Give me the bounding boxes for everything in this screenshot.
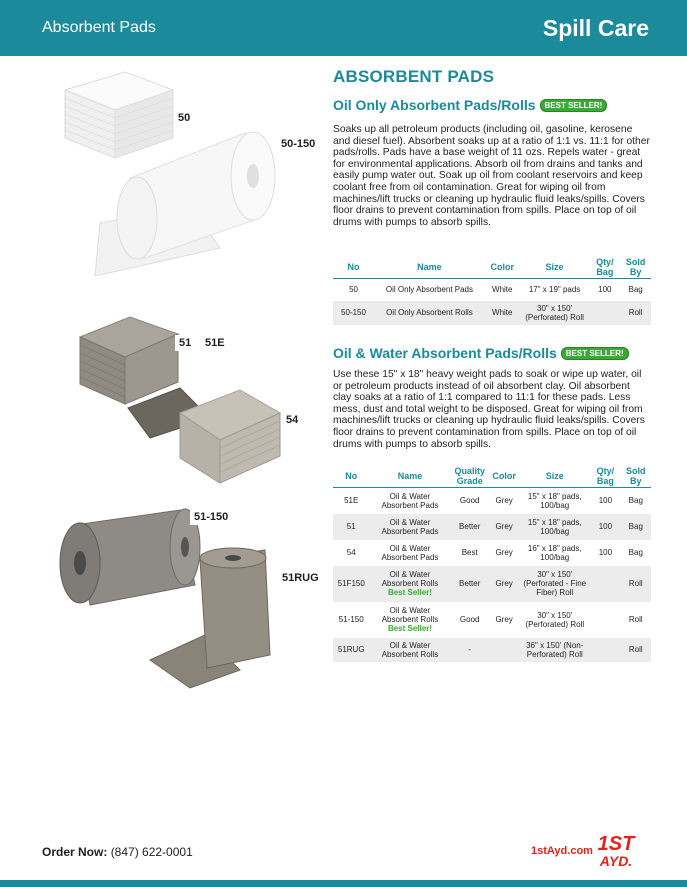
table-row — [333, 279, 651, 301]
header-category: Absorbent Pads — [42, 19, 156, 36]
cell-qty — [590, 602, 620, 638]
best-seller-note: Best Seller! — [387, 624, 432, 633]
col-header-sold: Sold By — [620, 256, 651, 279]
cell-grade — [450, 488, 488, 514]
cell-no: 50-150 — [333, 301, 374, 325]
col-header-no: No — [333, 465, 369, 488]
cell-size-text: 16" x 18" pads, 100/bag — [527, 543, 582, 562]
cell-qty — [589, 301, 620, 325]
logo-top-text: 1ST — [597, 833, 635, 855]
oil-water-heading — [333, 345, 629, 361]
product-label-51-150: 51-150 — [190, 509, 232, 525]
cell-no — [333, 540, 369, 566]
cell-size: 30" x 150' (Perforated) Roll — [520, 301, 590, 325]
cell-no — [333, 488, 369, 514]
cell-no — [333, 566, 369, 602]
product-label-51: 51 — [175, 335, 195, 351]
cell-qty — [590, 514, 620, 540]
table-header-row — [333, 256, 651, 279]
cell-size-text: 30" x 150' (Perforated - Fine Fiber) Roll — [523, 570, 587, 597]
cell-size: 17" x 19" pads — [528, 285, 581, 295]
cell-grade-text: Best — [461, 548, 478, 557]
cell-color — [489, 488, 519, 514]
cell-qty-text: 100 — [598, 496, 613, 506]
col-header-color: Color — [485, 256, 520, 279]
cell-sold-text: Bag — [628, 496, 643, 506]
cell-grade-text: Better — [459, 522, 481, 531]
table-row — [333, 540, 651, 566]
cell-name-text: Oil & Water Absorbent Pads — [381, 491, 439, 510]
cell-no — [333, 602, 369, 638]
cell-sold-text: Bag — [628, 522, 643, 531]
cell-name-text: Oil & Water Absorbent Pads — [381, 517, 439, 536]
cell-size-text: 15" x 18" pads, 100/bag — [527, 491, 582, 510]
cell-color — [489, 540, 519, 566]
oil-only-description: Soaks up all petroleum products (including oil, gasoline, kerosene and diesel fuel). Absorbent soaks up at a ratio of 1:1 vs. 11:1 for other pads/rolls. Pads have a base weight of 11 ozs. Repels water - great for environmental applications. Absorb oil from drains and tanks and easily pump water out. Soak up oil from coolant reservoirs and keep coolant free from oil contamination. Great for wiping oil from machines/lift trucks or cleaning up hydraulic fluid leaks/spills. Covers floor drains to prevent contamination from spills. Place on top of oil drums with pumps to absorb spills. — [333, 124, 650, 228]
col-header-size: Size — [519, 465, 590, 488]
product-label-54: 54 — [282, 412, 302, 428]
cell-no-text: 51 — [346, 522, 356, 531]
best-seller-badge: BEST SELLER! — [561, 347, 629, 360]
oil-water-title: Oil & Water Absorbent Pads/Rolls — [333, 345, 557, 361]
cell-size-text: 15" x 18" pads, 100/bag — [527, 517, 582, 536]
cell-sold — [621, 602, 651, 638]
cell-sold — [621, 638, 651, 662]
cell-color — [489, 602, 519, 638]
cell-color-text: Grey — [495, 615, 513, 624]
table-header-row — [333, 465, 651, 488]
cell-no — [333, 638, 369, 662]
cell-grade-text: - — [468, 645, 472, 654]
cell-color — [489, 566, 519, 602]
cell-qty — [590, 488, 620, 514]
cell-size — [519, 638, 590, 662]
cell-no-text: 51RUG — [337, 645, 365, 654]
cell-no — [333, 514, 369, 540]
cell-sold: Bag — [628, 285, 643, 295]
col-header-color: Color — [489, 465, 519, 488]
col-header-size: Size — [520, 256, 590, 279]
cell-color-text: Grey — [495, 522, 513, 531]
cell-size — [519, 488, 590, 514]
table-row — [333, 566, 651, 602]
product-label-50: 50 — [174, 110, 194, 126]
cell-qty-text: 100 — [598, 548, 613, 557]
cell-sold-text: Roll — [628, 615, 643, 624]
cell-no: 50 — [349, 285, 358, 295]
oil-only-heading — [333, 97, 607, 113]
phone-number[interactable]: (847) 622-0001 — [110, 845, 193, 859]
cell-grade — [450, 566, 488, 602]
cell-name-text: Oil & Water Absorbent Rolls — [381, 606, 439, 624]
cell-sold — [621, 566, 651, 602]
col-header-sold: Sold By — [621, 465, 651, 488]
white-roll-image — [70, 118, 280, 278]
logo-bottom-text: AYD. — [599, 853, 633, 869]
cell-grade — [450, 540, 488, 566]
oil-only-title: Oil Only Absorbent Pads/Rolls — [333, 97, 536, 113]
cell-name — [369, 540, 450, 566]
col-header-name: Name — [369, 465, 450, 488]
cell-color — [489, 514, 519, 540]
cell-name: Oil Only Absorbent Pads — [385, 285, 473, 295]
best-seller-badge: BEST SELLER! — [540, 99, 608, 112]
table-row — [333, 514, 651, 540]
cell-no-text: 51E — [344, 496, 359, 506]
cell-size — [519, 540, 590, 566]
cell-color: White — [492, 285, 513, 295]
1st-ayd-logo — [592, 830, 640, 870]
website-link[interactable]: 1stAyd.com — [531, 845, 593, 857]
cell-color-text: Grey — [495, 579, 513, 588]
cell-sold-text: Bag — [628, 548, 643, 557]
cell-qty-text: 100 — [598, 522, 613, 531]
cell-size-text: 30" x 150' (Perforated) Roll — [525, 610, 585, 629]
order-label: Order Now: — [42, 845, 108, 859]
product-label-51rug: 51RUG — [278, 570, 323, 586]
cell-sold — [621, 488, 651, 514]
cell-grade-text: Good — [459, 496, 480, 506]
table-row — [333, 602, 651, 638]
cell-name-text: Oil & Water Absorbent Rolls — [381, 570, 439, 588]
cell-size — [519, 566, 590, 602]
oil-water-table — [333, 465, 651, 662]
table-row — [333, 488, 651, 514]
order-now — [42, 845, 193, 859]
cell-name-text: Oil & Water Absorbent Rolls — [381, 640, 439, 659]
cell-size — [519, 602, 590, 638]
cell-color-text: Grey — [495, 548, 513, 557]
cell-sold-text: Roll — [628, 579, 643, 588]
cell-name — [369, 638, 450, 662]
cell-sold-text: Roll — [628, 645, 643, 654]
oil-only-table — [333, 256, 651, 325]
grey-pads-fanned-image — [120, 378, 285, 488]
col-header-qty: Qty/ Bag — [590, 465, 620, 488]
cell-grade-text: Better — [459, 579, 481, 588]
oil-water-description: Use these 15" x 18" heavy weight pads to soak or wipe up water, oil or petroleum products instead of oil absorbent clay. Oil absorbent clay soaks at a ratio of 1:1 compared to 11:1 for these pads. Less mess, dust and total weight to be disposed. Great for wiping oil from machines/lift trucks or cleaning up hydraulic fluid leaks/spills. Covers floor drains to prevent contamination from spills. Place on top of oil drums with pumps to absorb spills. — [333, 369, 645, 450]
cell-no-text: 54 — [346, 548, 356, 557]
cell-qty — [590, 566, 620, 602]
footer-bar — [0, 880, 687, 887]
cell-grade — [450, 514, 488, 540]
cell-name-text: Oil & Water Absorbent Pads — [381, 543, 439, 562]
cell-qty: 100 — [598, 285, 612, 295]
cell-color: White — [485, 301, 520, 325]
cell-color-text: Grey — [495, 496, 513, 506]
page-title: ABSORBENT PADS — [333, 67, 495, 86]
cell-no-text: 51-150 — [338, 615, 364, 624]
cell-grade — [450, 638, 488, 662]
cell-name — [369, 566, 450, 602]
product-label-50-150: 50-150 — [277, 136, 319, 152]
cell-size — [519, 514, 590, 540]
cell-name — [369, 514, 450, 540]
cell-name — [369, 602, 450, 638]
cell-sold — [621, 514, 651, 540]
header-brand-section: Spill Care — [542, 15, 649, 41]
col-header-no: No — [333, 256, 374, 279]
grey-rug-roll-image — [145, 540, 285, 690]
col-header-name: Name — [374, 256, 485, 279]
cell-name — [369, 488, 450, 514]
cell-sold: Roll — [620, 301, 651, 325]
best-seller-note: Best Seller! — [387, 588, 432, 597]
product-label-51e: 51E — [201, 335, 229, 351]
col-header-grade: Quality Grade — [450, 465, 488, 488]
cell-grade-text: Good — [459, 615, 480, 624]
cell-color — [489, 638, 519, 662]
col-header-qty: Qty/ Bag — [589, 256, 620, 279]
cell-name: Oil Only Absorbent Rolls — [374, 301, 485, 325]
cell-qty — [590, 540, 620, 566]
table-row — [333, 638, 651, 662]
cell-size-text: 36" x 150' (Non-Perforated) Roll — [526, 640, 584, 659]
cell-sold — [621, 540, 651, 566]
cell-grade — [450, 602, 488, 638]
cell-no-text: 51F150 — [337, 579, 365, 588]
header-bar — [0, 0, 687, 56]
cell-qty — [590, 638, 620, 662]
table-row — [333, 301, 651, 325]
